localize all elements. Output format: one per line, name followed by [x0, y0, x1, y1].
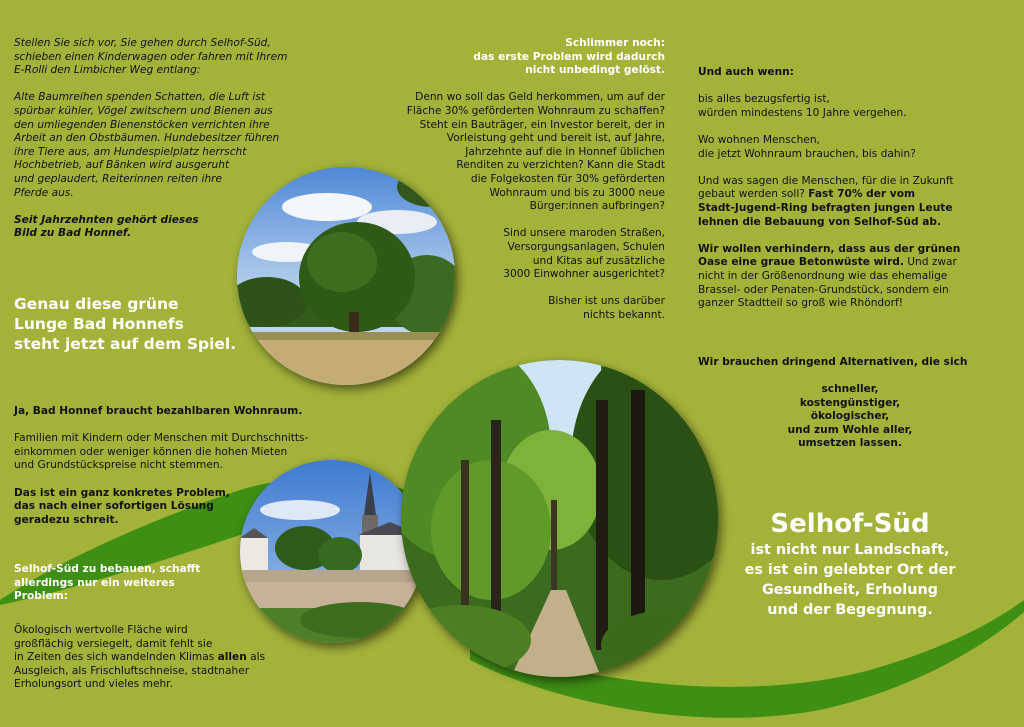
families-text: Familien mit Kindern oder Menschen mit Durchschnitts- einkommen oder weniger können die hohen Mieten und Grundstückspreise nicht stemmen.: [14, 432, 309, 472]
housing-heading: Ja, Bad Honnef braucht bezahlbaren Wohnraum.: [14, 405, 303, 417]
survey-result: Fast 70% der vom Stadt-Jugend-Ring befragten jungen Leute lehnen die Bebauung von Selhof-Süd ab.: [698, 188, 953, 228]
eco-text-end: als Ausgleich, als Frischluftschneise, stadtnaher Erholungsort und vieles mehr.: [14, 651, 266, 691]
alternatives-list: schneller, kostengünstiger, ökologischer, und zum Wohle aller, umsetzen lassen.: [787, 383, 913, 450]
even-if-heading: Und auch wenn:: [698, 66, 794, 78]
forest-path-photo: [401, 360, 718, 677]
eco-text-emphasis: allen: [217, 651, 247, 664]
money-text: Denn wo soll das Geld herkommen, um auf der Fläche 30% geförderten Wohnraum zu schaffen? Steht ein Bauträger, ein Investor bereit, der in Vorleistung geht und bereit ist, auf Jahre, Jahrzehnte auf die in Honnef üblichen Renditen zu verzichten? Kann die Stadt die Folgekosten für 30% geförderten Wohnraum und bis zu 3000 neue Bürger:innen aufbringen?: [406, 91, 665, 213]
infrastructure-text: Sind unsere maroden Straßen, Versorgungsanlagen, Schulen und Kitas auf zusätzliche 3000 Einwohner ausgerichtet?: [503, 227, 665, 281]
closing-subtitle: ist nicht nur Landschaft, es ist ein gelebter Ort der Gesundheit, Erholung und der Begegnung.: [744, 542, 956, 618]
tradition-text: Seit Jahrzehnten gehört dieses Bild zu Bad Honnef.: [14, 213, 199, 240]
alternatives-heading: Wir brauchen dringend Alternativen, die sich: [698, 356, 968, 368]
closing-title: Selhof-Süd: [770, 509, 930, 539]
where-text: Wo wohnen Menschen, die jetzt Wohnraum brauchen, bis dahin?: [698, 133, 916, 160]
prevent-emphasis: Wir wollen verhindern, dass aus der grünen Oase eine graue Betonwüste wird.: [698, 242, 961, 269]
prevent-text-end: Und zwar nicht in der Größenordnung wie das ehemalige Brassel- oder Penaten-Grundstück, sondern ein ganzer Stadtteil so groß wie Rhöndorf!: [698, 256, 957, 310]
scene-text: Alte Baumreihen spenden Schatten, die Luft ist spürbar kühler, Vögel zwitschern und Bienen aus den umliegenden Bienenstöcken verrichten ihre Arbeit an den Obstbäumen. Hundebesitzer führen ihre Tiere aus, am Hundespielplatz herrscht Hochbetrieb, auf Bänken wird ausgeruht und geplaudert, Reiterinnen reiten ihre Pferde aus.: [14, 91, 280, 199]
future-text-start: Und was sagen die Menschen, für die in Zukunft gebaut werden soll?: [698, 174, 954, 201]
years-text: bis alles bezugsfertig ist, würden mindestens 10 Jahre vergehen.: [698, 93, 907, 119]
church-photo: [240, 460, 423, 643]
green-lung-headline: Genau diese grüne Lunge Bad Honnefs steht jetzt auf dem Spiel.: [14, 295, 237, 353]
unknown-text: Bisher ist uns darüber nichts bekannt.: [548, 295, 665, 321]
meadow-photo: [237, 167, 455, 385]
eco-text-start: Ökologisch wertvolle Fläche wird großflächig versiegelt, damit fehlt sie in Zeiten des sich wandelnden Klimas: [14, 624, 215, 664]
closing-statement: [705, 508, 995, 620]
right-block: [698, 66, 1013, 324]
intro-text: Stellen Sie sich vor, Sie gehen durch Selhof-Süd, schieben einen Kinderwagen oder fahren mit Ihrem E-Rolli den Limbicher Weg entlang:: [14, 37, 288, 77]
build-heading: Selhof-Süd zu bebauen, schafft allerdings nur ein weiteres Problem:: [14, 563, 201, 603]
prevent-text: [698, 243, 1013, 311]
future-text: [698, 175, 1013, 229]
worse-heading: Schlimmer noch: das erste Problem wird dadurch nicht unbedingt gelöst.: [473, 37, 665, 77]
eco-text: [14, 624, 314, 692]
problem-text: Das ist ein ganz konkretes Problem, das nach einer sofortigen Lösung geradezu schreit.: [14, 486, 230, 526]
